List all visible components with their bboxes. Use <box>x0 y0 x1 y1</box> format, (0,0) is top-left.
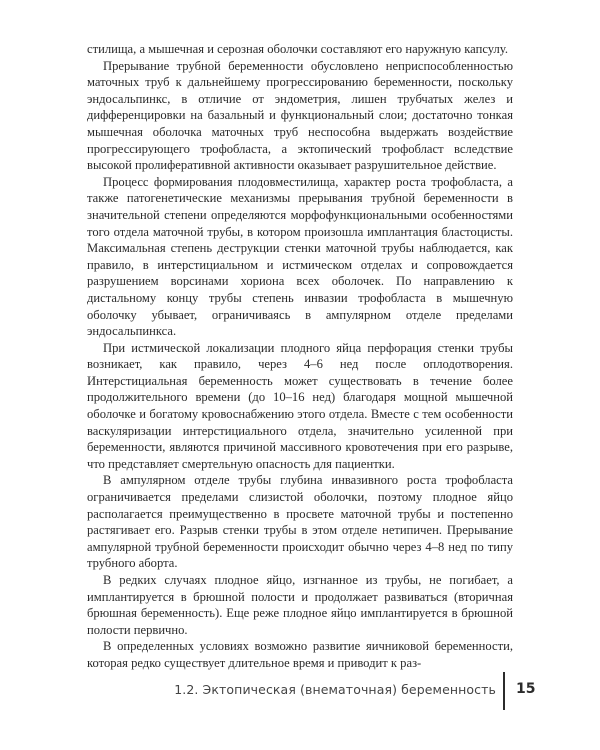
footer-divider <box>503 672 505 710</box>
paragraph-continuation: стилища, а мышечная и серозная оболочки составляют его наружную капсулу. <box>87 42 508 56</box>
paragraph: Прерывание трубной беременности обусловлено неприспособленностью маточных труб к дальнейшему прогрессированию беременности, поскольку эндосальпинкс, в отличие от эндометрия, лишен трубчатых желез и дифференцировки на базальный и функциональный слои; достаточно тонкая мышечная оболочка маточных труб неспособна выдержать воздействие прогрессирующего трофобласта, а эктопический трофобласт вследствие высокой пролиферативной активности оказывает разрушительное действие. <box>87 58 513 173</box>
paragraph: Процесс формирования плодовместилища, характер роста трофобласта, а также патогенетические механизмы прерывания трубной беременности в значительной степени определяются морфофункциональными особенностями того отдела маточной трубы, в котором произошла имплантация бластоцисты. Максимальная степень деструкции стенки маточной трубы наблюдается, как правило, в интерстициальном и истмическом отделах и сопровождается разрушением ворсинами хориона всех оболочек. По направлению к дистальному концу трубы степень инвазии трофобласта в мышечную оболочку убывает, ограничиваясь в ампулярном отделе пределами эндосальпинкса. <box>87 174 513 339</box>
paragraph: В ампулярном отделе трубы глубина инвазивного роста трофобласта ограничивается пределами слизистой оболочки, поэтому плодное яйцо располагается преимущественно в просвете маточной трубы и постепенно растягивает его. Разрыв стенки трубы в этом отделе нетипичен. Прерывание ампулярной трубной беременности происходит обычно через 4–8 нед по типу трубного аборта. <box>87 473 513 571</box>
paragraph: В определенных условиях возможно развитие яичниковой беременности, которая редко существует длительное время и приводит к раз- <box>87 639 513 670</box>
page-number: 15 <box>516 681 536 697</box>
paragraph: При истмической локализации плодного яйца перфорация стенки трубы возникает, как правило, через 4–6 нед после оплодотворения. Интерстициальная беременность может существовать в течение более продолжительного времени (до 10–16 нед) благодаря мощной мышечной оболочке и богатому кровоснабжению этого отдела. Вместе с тем особенности васкуляризации интерстициального отдела, значительно усиленной при беременности, являются причиной массивного кровотечения при его разрыве, что представляет смертельную опасность для пациентки. <box>87 340 513 471</box>
running-footer-title: 1.2. Эктопическая (внематочная) беременность <box>174 682 496 697</box>
paragraph: В редких случаях плодное яйцо, изгнанное из трубы, не погибает, а имплантируется в брюшной полости и продолжает развиваться (вторичная брюшная беременность). Еще реже плодное яйцо имплантируется в брюшной полости первично. <box>87 573 513 637</box>
page-footer <box>0 672 600 712</box>
body-text <box>87 41 513 672</box>
